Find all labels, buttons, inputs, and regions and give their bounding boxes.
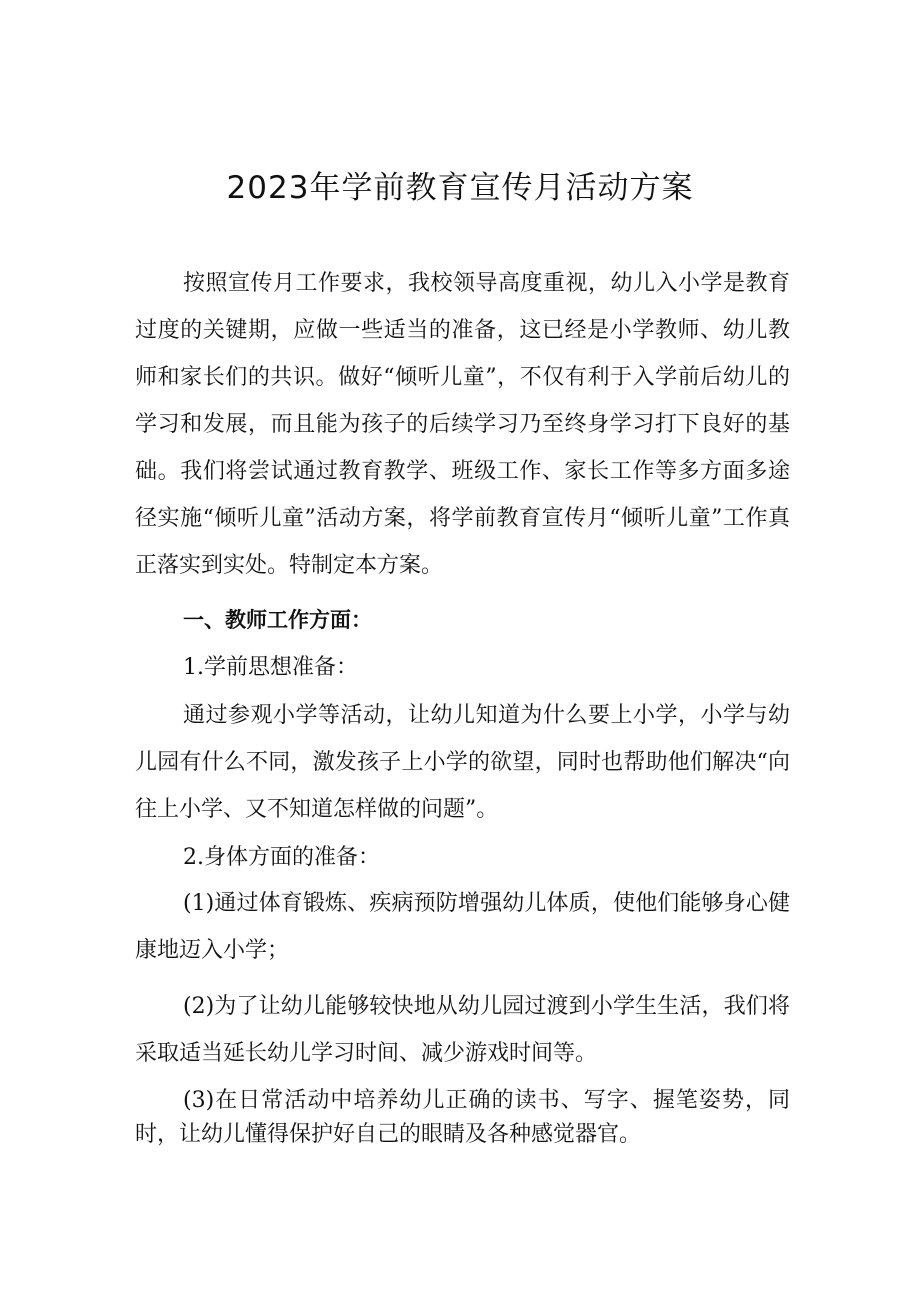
section-heading-teacher-work: 一、教师工作方面： bbox=[183, 608, 372, 632]
subheading-mental-preparation: 1.学前思想准备： bbox=[183, 655, 358, 680]
document-title: 2023年学前教育宣传月活动方案 bbox=[226, 170, 694, 206]
intro-paragraph: 按照宣传月工作要求，我校领导高度重视，幼儿入小学是教育过度的关键期，应做一些适当的准备，这已经是小学教师、幼儿教师和家长们的共识。做好“倾听儿童”，不仅有利于入学前后幼儿的学习和发展，而且能为孩子的后续学习乃至终身学习打下良好的基础。我们将尝试通过教育教学、班级工作、家长工作等多方面多途径实施“倾听儿童”活动方案，将学前教育宣传月“倾听儿童”工作真正落实到实处。特制定本方案。 bbox=[135, 271, 790, 578]
list-item-physical-3: (3)在日常活动中培养幼儿正确的读书、写字、握笔姿势，同时，让幼儿懂得保护好自己的眼睛及各种感觉器官。 bbox=[135, 1088, 790, 1147]
paragraph-mental-preparation: 通过参观小学等活动，让幼儿知道为什么要上小学，小学与幼儿园有什么不同，激发孩子上小学的欲望，同时也帮助他们解决“向往上小学、又不知道怎样做的问题”。 bbox=[135, 703, 790, 822]
list-item-physical-2: (2)为了让幼儿能够较快地从幼儿园过渡到小学生生活，我们将采取适当延长幼儿学习时间、减少游戏时间等。 bbox=[135, 994, 790, 1066]
subheading-physical-preparation: 2.身体方面的准备： bbox=[183, 845, 380, 870]
list-item-physical-1: (1)通过体育锻炼、疾病预防增强幼儿体质，使他们能够身心健康地迈入小学； bbox=[135, 891, 790, 963]
